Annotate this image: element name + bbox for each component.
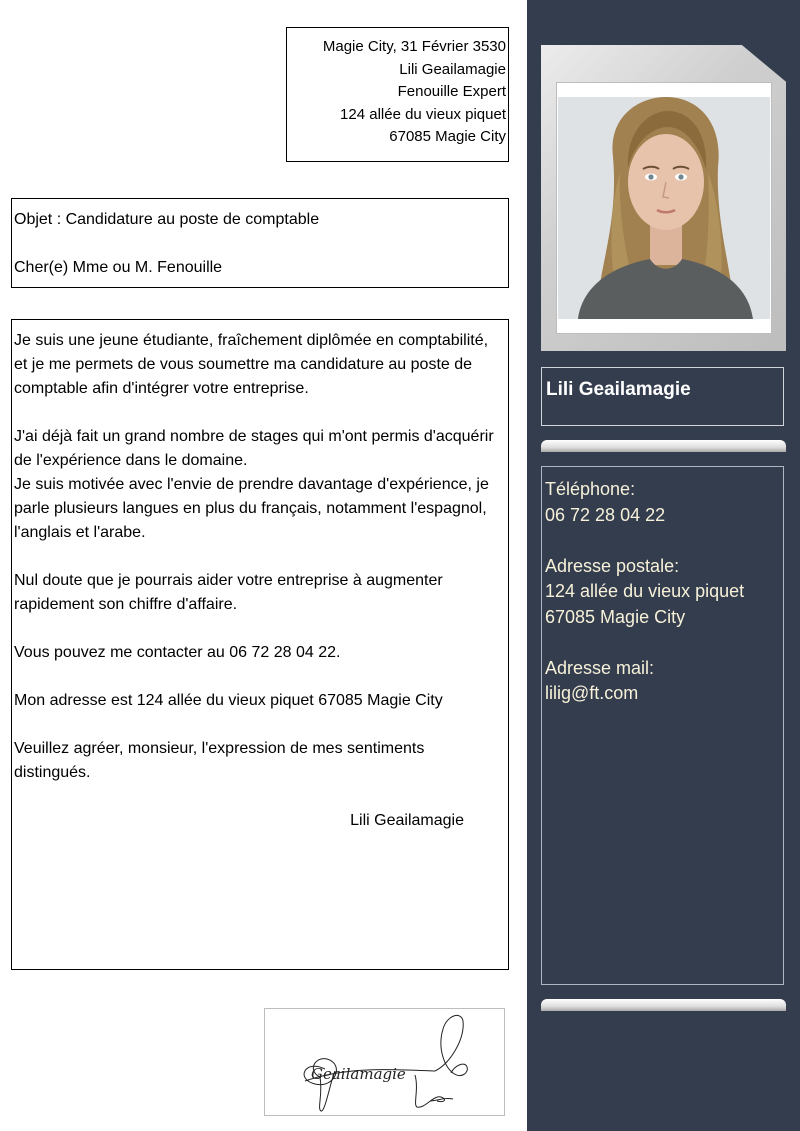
contact-info-box (541, 466, 784, 985)
email-label: Adresse mail: (545, 657, 655, 678)
address-line-2: 67085 Magie City (545, 606, 686, 627)
signature-handwriting: Geailamagie (311, 1065, 406, 1083)
address-line-1: 124 allée du vieux piquet (545, 581, 745, 601)
letter-paragraph: Veuillez agréer, monsieur, l'expression de mes sentiments distingués. (14, 740, 425, 781)
phone-label: Téléphone: (545, 479, 636, 499)
subject-block (11, 198, 509, 288)
letter-paragraph: Mon adresse est 124 allée du vieux piquet 67085 Magie City (14, 692, 443, 709)
sender-name-line: Lili Geailamagie (399, 60, 506, 78)
letter-body (11, 319, 509, 970)
recipient-street-line: 124 allée du vieux piquet (340, 105, 506, 123)
letter-paragraph: Je suis une jeune étudiante, fraîchement diplômée en comptabilité, et je me permets de vous soumettre ma candidature au poste de comptable afin d'intégrer votre entreprise. (14, 332, 489, 397)
address-label: Adresse postale: (545, 555, 680, 576)
email-value: lilig@ft.com (545, 683, 639, 703)
greeting-line: Cher(e) Mme ou M. Fenouille (14, 259, 223, 276)
phone-value: 06 72 28 04 22 (545, 504, 666, 525)
candidate-name: Lili Geailamagie (541, 367, 784, 426)
letter-paragraph: Nul doute que je pourrais aider votre entreprise à augmenter rapidement son chiffre d'affaire. (14, 572, 443, 613)
divider-bar-bottom (541, 999, 786, 1011)
profile-photo (558, 97, 770, 319)
sender-block (286, 27, 509, 162)
letter-paragraph: Vous pouvez me contacter au 06 72 28 04 22. (14, 644, 341, 661)
letter-paragraph: J'ai déjà fait un grand nombre de stages qui m'ont permis d'acquérir de l'expérience dans le domaine. (14, 428, 494, 469)
signature-image (265, 1009, 504, 1115)
sender-date-line: Magie City, 31 Février 3530 (322, 38, 506, 55)
letter-signature-name: Lili Geailamagie (350, 812, 464, 829)
signature-box (264, 1008, 505, 1116)
letter-paragraph: Je suis motivée avec l'envie de prendre davantage d'expérience, je parle plusieurs langues en plus du français, notamment l'espagnol, l'anglais et l'arabe. (14, 476, 489, 541)
recipient-company-line: Fenouille Expert (397, 83, 506, 100)
recipient-city-line: 67085 Magie City (389, 128, 506, 145)
divider-bar-top (541, 440, 786, 452)
subject-line: Objet : Candidature au poste de comptable (14, 211, 320, 228)
